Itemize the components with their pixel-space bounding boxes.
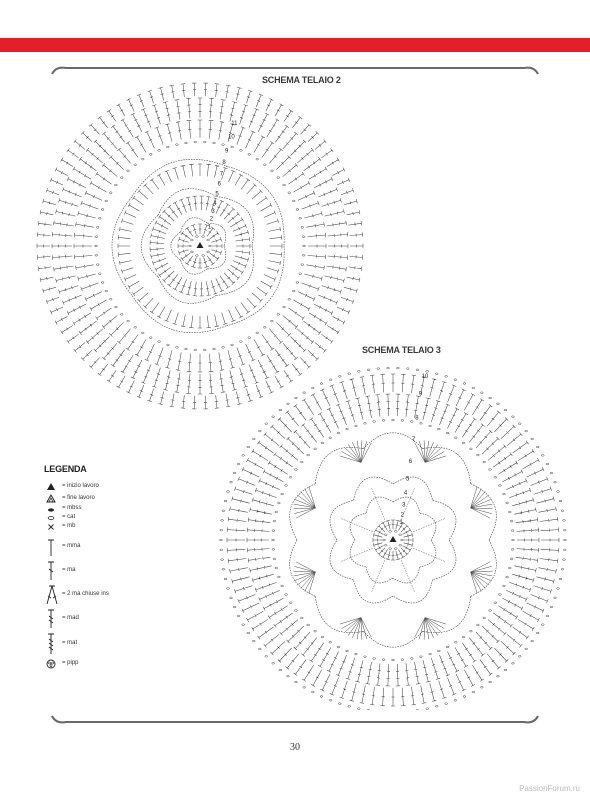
legend-label: = mma: [62, 543, 81, 549]
row-number: 5: [215, 191, 219, 198]
picot-icon: [44, 658, 58, 670]
crochet-chart-telaio-3: [205, 352, 585, 710]
row-number: 6: [408, 458, 413, 465]
row-number: 4: [213, 201, 217, 207]
page-number: 30: [290, 742, 300, 753]
legend-label: = fine lavoro: [62, 495, 95, 501]
legend-label: = ma: [62, 567, 76, 573]
chart2-title: SCHEMA TELAIO 3: [362, 345, 441, 355]
start-marker: [197, 242, 204, 248]
legend-item: [44, 632, 164, 658]
watermark: PassionForum.ru: [519, 784, 580, 793]
row-number: 10: [228, 134, 235, 141]
bottom-frame-line: [0, 712, 590, 728]
single-crochet-icon: [44, 523, 58, 535]
row-number: 3: [402, 502, 406, 509]
legend: [44, 464, 164, 672]
row-number: 11: [231, 121, 238, 127]
row-number: 1: [207, 224, 212, 231]
legend-label: = pipp: [62, 660, 79, 666]
row-number: 8: [415, 415, 419, 422]
row-number: 1: [399, 520, 403, 527]
row-number: 9: [225, 148, 229, 155]
row-number: 8: [222, 160, 226, 166]
triple-treble-icon: [44, 632, 58, 656]
row-number: 9: [418, 391, 423, 398]
legend-label: = mb: [62, 523, 76, 529]
start-triangle-icon: [44, 481, 58, 493]
red-header-bar: [0, 38, 590, 52]
double-crochet-icon: [44, 560, 58, 582]
legend-title: LEGENDA: [44, 464, 87, 474]
legend-item: [44, 584, 164, 608]
legend-item: [44, 493, 164, 505]
legend-item: [44, 560, 164, 584]
legend-item: [44, 481, 164, 493]
legend-label: = 2 ma chiuse ins: [62, 591, 109, 597]
row-number: 7: [412, 437, 416, 444]
start-marker: [390, 536, 397, 542]
half-double-crochet-icon: [44, 538, 58, 558]
legend-label: = cat: [62, 514, 76, 520]
legend-item: [44, 538, 164, 560]
row-number: 10: [421, 373, 429, 380]
row-number: 2: [209, 216, 214, 223]
treble-crochet-icon: [44, 608, 58, 630]
legend-label: = mad: [62, 615, 79, 621]
legend-item: [44, 658, 164, 672]
chart1-title: SCHEMA TELAIO 2: [262, 75, 341, 85]
legend-label: = inizio lavoro: [62, 483, 99, 489]
end-triangle-icon: [44, 493, 58, 505]
row-number: 3: [211, 208, 215, 215]
legend-item: [44, 523, 164, 538]
legend-label: = mat: [62, 640, 78, 646]
row-number: 4: [403, 490, 408, 497]
row-number: 5: [406, 476, 410, 483]
legend-label: = mbss: [62, 505, 82, 511]
row-number: 7: [219, 171, 224, 178]
legend-item: [44, 505, 164, 514]
legend-item: [44, 608, 164, 632]
row-number: 6: [217, 181, 221, 188]
row-number: 2: [400, 512, 404, 519]
legend-item: [44, 514, 164, 523]
two-together-icon: [44, 584, 60, 606]
